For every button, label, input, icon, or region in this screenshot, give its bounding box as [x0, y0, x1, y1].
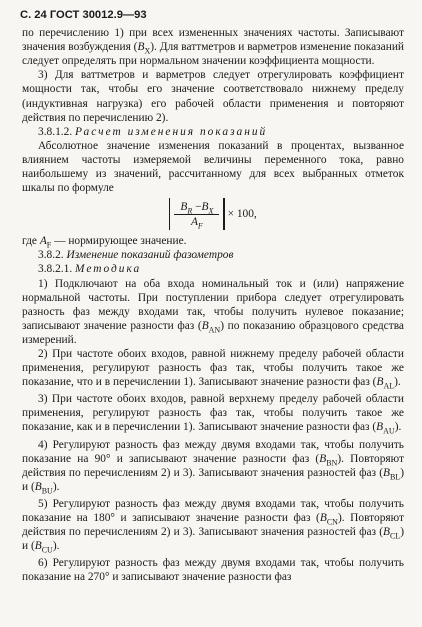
- method-step-5: 5) Регулируют разность фаз между двумя входами так, чтобы получить показание на 180° и записывают значение разности фаз $(B_{CN})$. Повторяют действия по перечислениям 2) и 3). Записывают значения разностей фаз $(B_{CL})$ и $(B_{CU})$.: [22, 497, 404, 555]
- method-step-4: 4) Регулируют разность фаз между двумя входами так, чтобы получить показание на 90° и записывают значение разности фаз $(B_{BN})$. Повторяют действия по перечислениям 2) и 3). Записывают значения разностей фаз $(B_{BL})$ и $(B_{BU})$.: [22, 438, 404, 496]
- formula-numerator: $B_R -B_X$: [174, 200, 219, 215]
- formula: [22, 197, 404, 231]
- formula-denominator: $A_F$: [190, 215, 203, 230]
- method-step-2: 2) При частоте обоих входов, равной нижнему пределу рабочей области применения, регулируют разность фаз так, чтобы получить такое же показание, что и в перечислении 1). Записывают значение разности фаз $(B_{AL})$.: [22, 347, 404, 391]
- abs-bar-left: [169, 198, 170, 230]
- method-step-1: 1) Подключают на оба входа номинальный ток и (или) напряжение нормальной частоты. При поступлении прибора следует отрегулировать разность фаз между входами так, чтобы получить нулевое показание; записывают значение разности фаз $(B_{AN})$ по показанию образцового средства измерений.: [22, 277, 404, 346]
- formula-fraction: [174, 200, 219, 229]
- section-3-8-2-1-heading: 3.8.2.1. Методика: [38, 263, 142, 276]
- section-3-8-1-2-heading: 3.8.1.2. Расчет изменения показаний: [38, 125, 268, 138]
- paragraph-where: где $A_F$ — нормирующее значение.: [22, 235, 187, 250]
- paragraph-step-3: 3) Для ваттметров и варметров следует отрегулировать коэффициент мощности так, чтобы его значение соответствовало нижнему пределу (индуктивная нагрузка) его рабочей области применения и повторяют действия по перечислению 2).: [22, 69, 404, 124]
- paragraph-calculation: Абсолютное значение изменения показаний в процентах, вызванное влиянием частоты измеряемой величины переменного тока, равно наибольшему из значений, рассчитанному для всех выбранных отметок шкалы по формуле: [22, 139, 404, 195]
- method-step-6: 6) Регулируют разность фаз между двумя входами так, чтобы получить показание на 270° и записывают значение разности фаз: [22, 557, 404, 584]
- paragraph-excitation: по перечислению 1) при всех измененных значениях частоты. Записывают значения возбуждения $(B_X)$. Для ваттметров и варметров изменение показаний следует определять при нормальном значении коэффициента мощности.: [22, 27, 405, 68]
- section-3-8-2-heading: 3.8.2. Изменение показаний фазометров: [38, 249, 234, 262]
- method-step-3: 3) При частоте обоих входов, равной верхнему пределу рабочей области применения, регулируют разность фаз так, чтобы получить такое же показание, как и в перечислении 1). Записывают значение разности фаз $(B_{AU})$.: [22, 393, 404, 436]
- formula-multiplier: × 100,: [227, 208, 257, 221]
- page-header: С. 24 ГОСТ 30012.9—93: [20, 9, 147, 21]
- abs-bar-right: [223, 198, 224, 230]
